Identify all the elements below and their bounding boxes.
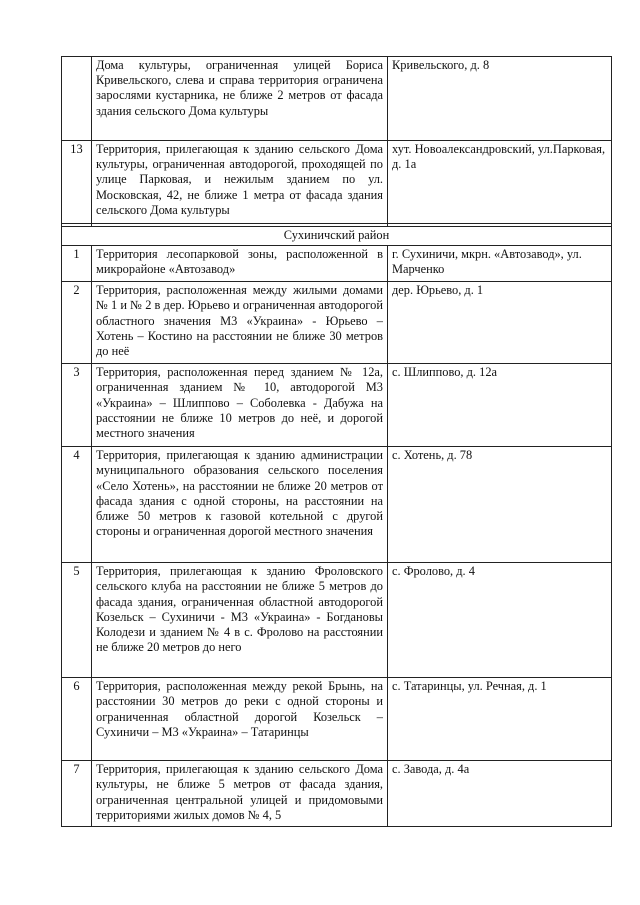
table-row — [62, 141, 612, 224]
row-address: дер. Юрьево, д. 1 — [388, 282, 612, 364]
table-row — [62, 563, 612, 678]
row-number: 7 — [62, 761, 92, 827]
row-number: 6 — [62, 678, 92, 761]
row-address: с. Шлиппово, д. 12а — [388, 364, 612, 447]
row-number: 1 — [62, 246, 92, 282]
row-description: Территория, расположенная между жилыми домами № 1 и № 2 в дер. Юрьево и ограниченная автодорогой областного значения М3 «Украина» - Юрьево – Хотень – Костино на расстоянии не ближе 30 метров до неё — [92, 282, 388, 364]
row-number — [62, 57, 92, 141]
row-description: Территория, прилегающая к зданию сельского Дома культуры, не ближе 5 метров от фасада здания, ограниченная центральной улицей и придомовыми территориями жилых домов № 4, 5 — [92, 761, 388, 827]
row-description: Территория, прилегающая к зданию администрации муниципального образования сельского поселения «Село Хотень», на расстоянии не ближе 20 метров от фасада здания с одной стороны, на расстоянии на ближе 50 метров к газовой котельной с другой стороны и ограниченная дорогой местного значения — [92, 447, 388, 563]
row-address: с. Фролово, д. 4 — [388, 563, 612, 678]
row-description: Территория лесопарковой зоны, расположенной в микрорайоне «Автозавод» — [92, 246, 388, 282]
table-row — [62, 364, 612, 447]
table-row — [62, 57, 612, 141]
table-row — [62, 678, 612, 761]
row-address: с. Хотень, д. 78 — [388, 447, 612, 563]
row-number: 3 — [62, 364, 92, 447]
row-number: 13 — [62, 141, 92, 224]
row-number: 4 — [62, 447, 92, 563]
row-description: Территория, прилегающая к зданию Фроловского сельского клуба на расстоянии не ближе 5 метров до фасада здания, ограниченная областной автодорогой Козельск – Сухиничи - М3 «Украина» - Богдановы Колодези и зданием № 4 в с. Фролово на расстоянии не ближе 20 метров до него — [92, 563, 388, 678]
row-description: Территория, расположенная между рекой Брынь, на расстоянии 30 метров до реки с одной стороны и ограниченная областной дорогой Козельск – Сухиничи – М3 «Украина» – Татаринцы — [92, 678, 388, 761]
locations-table — [61, 56, 612, 827]
table-row — [62, 761, 612, 827]
row-address: Кривельского, д. 8 — [388, 57, 612, 141]
section-title: Сухиничский район — [62, 227, 612, 246]
table-row — [62, 447, 612, 563]
row-address: г. Сухиничи, мкрн. «Автозавод», ул. Марченко — [388, 246, 612, 282]
row-address: с. Завода, д. 4а — [388, 761, 612, 827]
row-description: Территория, расположенная перед зданием № 12а, ограниченная зданием № 10, автодорогой М3 «Украина» – Шлиппово – Соболевка - Дабужа на расстоянии не ближе 10 метров до неё, и дорогой местного значения — [92, 364, 388, 447]
row-number: 2 — [62, 282, 92, 364]
row-address: с. Татаринцы, ул. Речная, д. 1 — [388, 678, 612, 761]
row-number: 5 — [62, 563, 92, 678]
section-header-row — [62, 227, 612, 246]
row-description: Территория, прилегающая к зданию сельского Дома культуры, ограниченная автодорогой, проходящей по улице Парковая, и нежилым зданием по ул. Московская, 42, не ближе 1 метра от фасада здания сельского Дома культуры — [92, 141, 388, 224]
row-address: хут. Новоалександровский, ул.Парковая, д. 1а — [388, 141, 612, 224]
table-row — [62, 246, 612, 282]
table-row — [62, 282, 612, 364]
row-description: Дома культуры, ограниченная улицей Бориса Кривельского, слева и справа территория ограничена зарослями кустарника, не ближе 2 метров от фасада здания сельского Дома культуры — [92, 57, 388, 141]
